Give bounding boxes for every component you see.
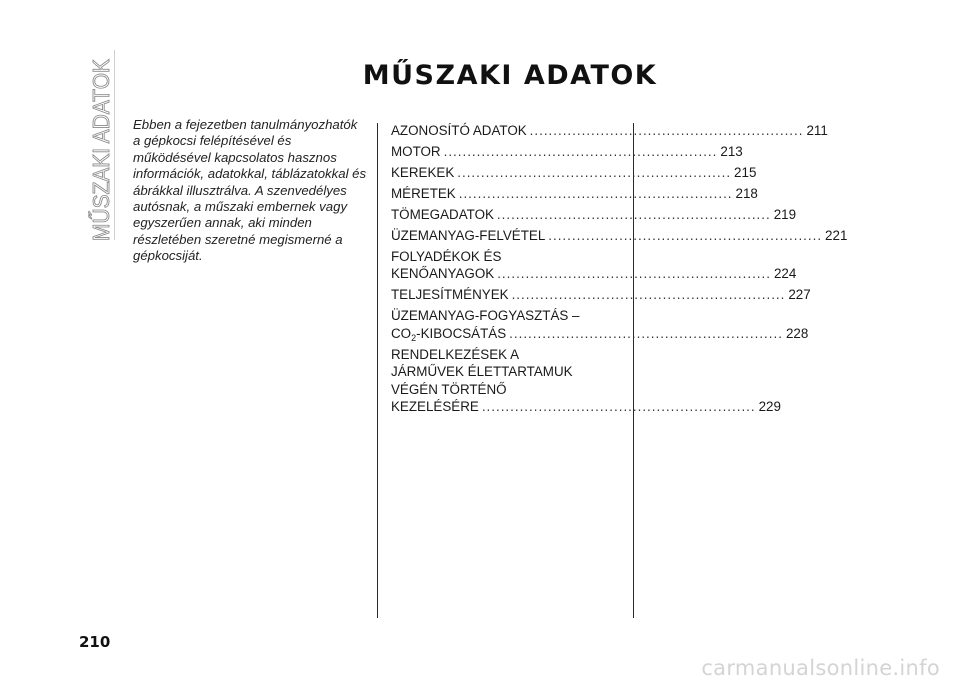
side-tab-rule: [114, 50, 115, 240]
toc-label-line: ÜZEMANYAG-FOGYASZTÁS –: [391, 308, 580, 324]
toc-leader-dots: ..........................................................: [548, 228, 823, 243]
toc-label: TÖMEGADATOK: [391, 207, 494, 222]
side-tab-text: MŰSZAKI ADATOK: [88, 41, 114, 241]
side-tab-vertical-title: [88, 41, 114, 245]
toc-label-line: RENDELKEZÉSEK A: [391, 346, 520, 362]
toc-page-number: 227: [788, 287, 811, 303]
toc-label-co: CO: [391, 325, 412, 341]
toc-page-number: 219: [773, 207, 797, 222]
toc-leader-dots: ..........................................................: [481, 399, 756, 415]
toc-label: ÜZEMANYAG-FELVÉTEL: [391, 228, 546, 243]
toc-item-uzemanyag-fogyasztas[interactable]: [391, 307, 809, 343]
toc-item-azonosito-adatok[interactable]: [391, 122, 828, 139]
toc-label-kibocsatas: -KIBOCSÁTÁS: [416, 325, 507, 341]
toc-leader-dots: ..........................................................: [511, 287, 786, 303]
watermark: carmanualsonline.info: [701, 656, 940, 680]
toc-label: MOTOR: [391, 144, 441, 159]
toc-label-line: JÁRMŰVEK ÉLETTARTAMUK: [391, 364, 573, 380]
toc-page-number: 228: [785, 325, 809, 341]
toc-label: KEZELÉSÉRE: [391, 399, 479, 415]
toc-item-uzemanyag-felvetel[interactable]: [391, 227, 848, 244]
toc-item-motor[interactable]: [391, 143, 743, 160]
page-number: 210: [79, 633, 111, 651]
toc-item-meretek[interactable]: [391, 185, 758, 202]
toc-label-line: FOLYADÉKOK ÉS: [391, 249, 502, 264]
chapter-title: MŰSZAKI ADATOK: [362, 60, 658, 91]
toc-item-jarmuvek-kezelese[interactable]: [391, 346, 781, 416]
toc-leader-dots: ..........................................................: [443, 144, 718, 159]
toc-leader-dots: ..........................................................: [497, 266, 771, 282]
toc-page-number: 218: [735, 186, 758, 201]
toc-label-line: VÉGÉN TÖRTÉNŐ: [391, 381, 507, 397]
toc-page-number: 213: [720, 144, 743, 159]
toc-item-teljesitmenyek[interactable]: [391, 286, 811, 303]
toc-leader-dots: ..........................................................: [496, 207, 771, 222]
toc-label: [391, 325, 506, 342]
toc-item-tomegadatok[interactable]: [391, 206, 797, 223]
toc-label: KEREKEK: [391, 165, 455, 180]
toc-leader-dots: ..........................................................: [457, 165, 732, 180]
toc-label: TELJESÍTMÉNYEK: [391, 287, 509, 303]
toc-page-number: 215: [734, 165, 757, 180]
toc-item-kerekek[interactable]: [391, 164, 757, 181]
toc-leader-dots: ..........................................................: [509, 325, 783, 341]
toc-label: AZONOSÍTÓ ADATOK: [391, 123, 527, 138]
toc-leader-dots: ..........................................................: [458, 186, 733, 201]
toc-label: KENŐANYAGOK: [391, 266, 495, 282]
toc-page-number: 229: [758, 399, 781, 415]
table-of-contents: [391, 122, 848, 419]
column-divider-left: [377, 123, 378, 618]
toc-label: MÉRETEK: [391, 186, 456, 201]
chapter-intro: Ebben a fejezetben tanulmányozhatók a gépkocsi felépítésével és működésével kapcsolatos hasznos információk, adatokkal, táblázatokkal és ábrákkal illusztrálva. A szenvedélyes autósnak, a műszaki embernek vagy egyszerűen annak, aki minden részletében szeretné megismerné a gépkocsiját.: [133, 117, 367, 264]
toc-page-number: 221: [825, 228, 848, 243]
toc-label-subscript: 2: [411, 332, 417, 343]
toc-page-number: 224: [773, 266, 797, 282]
toc-item-folyadekok-es-kenoanyagok[interactable]: [391, 248, 797, 283]
toc-leader-dots: ..........................................................: [529, 123, 804, 138]
toc-page-number: 211: [806, 123, 828, 138]
